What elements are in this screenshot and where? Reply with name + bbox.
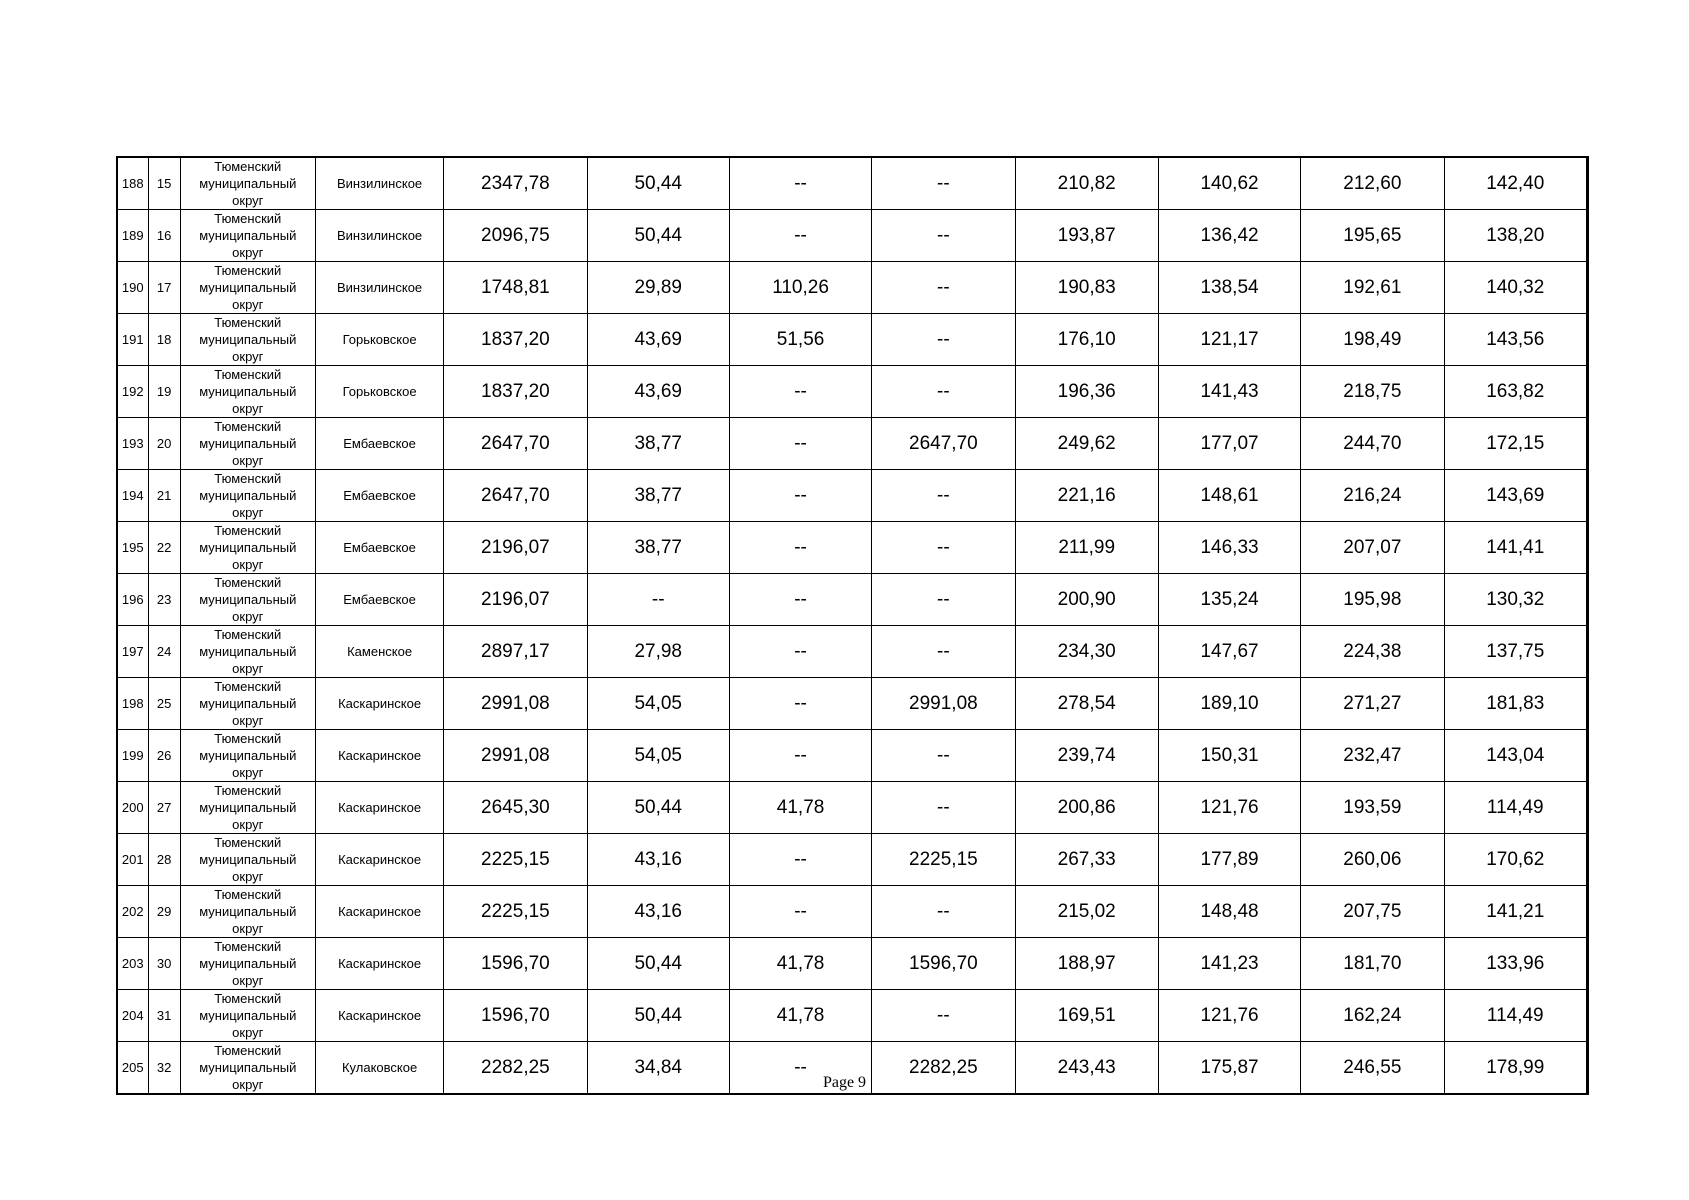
value-cell-3: --: [729, 157, 871, 210]
value-cell-2: 54,05: [587, 730, 729, 782]
settlement-cell: Кулаковское: [315, 1042, 443, 1095]
sub-number-cell: 15: [148, 157, 180, 210]
row-number-cell: 203: [117, 938, 148, 990]
district-cell: [180, 522, 315, 574]
district-line: муниципальный: [199, 384, 297, 399]
value-cell-6: 146,33: [1158, 522, 1300, 574]
value-cell-2: 50,44: [587, 990, 729, 1042]
value-cell-3: --: [729, 210, 871, 262]
district-cell: [180, 938, 315, 990]
value-cell-7: 246,55: [1301, 1042, 1444, 1095]
sub-number-cell: 22: [148, 522, 180, 574]
value-cell-7: 195,65: [1301, 210, 1444, 262]
district-line: округ: [232, 921, 264, 936]
row-number-cell: 197: [117, 626, 148, 678]
value-cell-4: 2647,70: [872, 418, 1015, 470]
value-cell-6: 141,23: [1158, 938, 1300, 990]
settlement-cell: Каскаринское: [315, 678, 443, 730]
value-cell-5: 239,74: [1015, 730, 1158, 782]
value-cell-8: 143,69: [1444, 470, 1587, 522]
sub-number-cell: 29: [148, 886, 180, 938]
value-cell-5: 243,43: [1015, 1042, 1158, 1095]
row-number-cell: 196: [117, 574, 148, 626]
district-cell: [180, 782, 315, 834]
row-number-cell: 193: [117, 418, 148, 470]
value-cell-1: 1837,20: [444, 366, 587, 418]
district-line: Тюменский: [214, 367, 282, 382]
table-row: [117, 730, 1588, 782]
table-row: [117, 262, 1588, 314]
value-cell-5: 190,83: [1015, 262, 1158, 314]
value-cell-2: 50,44: [587, 938, 729, 990]
district-line: округ: [232, 713, 264, 728]
district-line: округ: [232, 557, 264, 572]
sub-number-cell: 31: [148, 990, 180, 1042]
table-row: [117, 574, 1588, 626]
value-cell-4: --: [872, 522, 1015, 574]
value-cell-4: --: [872, 626, 1015, 678]
district-line: Тюменский: [214, 627, 282, 642]
value-cell-5: 267,33: [1015, 834, 1158, 886]
value-cell-3: --: [729, 522, 871, 574]
settlement-cell: Ембаевское: [315, 574, 443, 626]
value-cell-7: 216,24: [1301, 470, 1444, 522]
row-number-cell: 204: [117, 990, 148, 1042]
value-cell-8: 178,99: [1444, 1042, 1587, 1095]
value-cell-8: 143,56: [1444, 314, 1587, 366]
district-line: округ: [232, 505, 264, 520]
district-line: муниципальный: [199, 332, 297, 347]
value-cell-7: 207,75: [1301, 886, 1444, 938]
value-cell-5: 249,62: [1015, 418, 1158, 470]
value-cell-1: 2645,30: [444, 782, 587, 834]
district-line: муниципальный: [199, 1008, 297, 1023]
value-cell-1: 2225,15: [444, 834, 587, 886]
value-cell-4: --: [872, 886, 1015, 938]
district-line: округ: [232, 765, 264, 780]
value-cell-4: 2225,15: [872, 834, 1015, 886]
settlement-cell: Каскаринское: [315, 990, 443, 1042]
row-number-cell: 191: [117, 314, 148, 366]
sub-number-cell: 28: [148, 834, 180, 886]
value-cell-6: 189,10: [1158, 678, 1300, 730]
value-cell-3: --: [729, 886, 871, 938]
settlement-cell: Каскаринское: [315, 730, 443, 782]
district-line: Тюменский: [214, 991, 282, 1006]
district-line: муниципальный: [199, 904, 297, 919]
value-cell-7: 271,27: [1301, 678, 1444, 730]
district-line: Тюменский: [214, 523, 282, 538]
value-cell-1: 1596,70: [444, 990, 587, 1042]
district-line: Тюменский: [214, 887, 282, 902]
value-cell-1: 2647,70: [444, 418, 587, 470]
value-cell-3: 41,78: [729, 782, 871, 834]
value-cell-6: 135,24: [1158, 574, 1300, 626]
value-cell-3: 51,56: [729, 314, 871, 366]
value-cell-3: --: [729, 574, 871, 626]
value-cell-8: 142,40: [1444, 157, 1587, 210]
value-cell-2: 43,69: [587, 366, 729, 418]
sub-number-cell: 17: [148, 262, 180, 314]
value-cell-1: 2196,07: [444, 522, 587, 574]
value-cell-6: 136,42: [1158, 210, 1300, 262]
value-cell-8: 141,41: [1444, 522, 1587, 574]
table-row: [117, 522, 1588, 574]
value-cell-4: 1596,70: [872, 938, 1015, 990]
row-number-cell: 195: [117, 522, 148, 574]
district-line: округ: [232, 661, 264, 676]
value-cell-1: 1596,70: [444, 938, 587, 990]
value-cell-2: 38,77: [587, 418, 729, 470]
value-cell-3: 41,78: [729, 990, 871, 1042]
district-cell: [180, 418, 315, 470]
district-cell: [180, 834, 315, 886]
table-row: [117, 938, 1588, 990]
district-line: Тюменский: [214, 263, 282, 278]
district-line: муниципальный: [199, 228, 297, 243]
settlement-cell: Каскаринское: [315, 938, 443, 990]
value-cell-2: 43,69: [587, 314, 729, 366]
value-cell-3: --: [729, 418, 871, 470]
settlement-cell: Каскаринское: [315, 886, 443, 938]
settlement-cell: Каскаринское: [315, 834, 443, 886]
district-line: Тюменский: [214, 939, 282, 954]
value-cell-7: 195,98: [1301, 574, 1444, 626]
value-cell-8: 181,83: [1444, 678, 1587, 730]
district-line: Тюменский: [214, 783, 282, 798]
value-cell-6: 140,62: [1158, 157, 1300, 210]
table-row: [117, 470, 1588, 522]
settlement-cell: Винзилинское: [315, 210, 443, 262]
value-cell-5: 193,87: [1015, 210, 1158, 262]
sub-number-cell: 27: [148, 782, 180, 834]
value-cell-3: 110,26: [729, 262, 871, 314]
value-cell-2: 43,16: [587, 834, 729, 886]
value-cell-2: 38,77: [587, 522, 729, 574]
row-number-cell: 200: [117, 782, 148, 834]
value-cell-6: 138,54: [1158, 262, 1300, 314]
district-line: муниципальный: [199, 280, 297, 295]
row-number-cell: 189: [117, 210, 148, 262]
value-cell-6: 121,76: [1158, 782, 1300, 834]
page-number: Page 9: [822, 1074, 867, 1091]
district-line: Тюменский: [214, 471, 282, 486]
value-cell-2: 34,84: [587, 1042, 729, 1095]
value-cell-8: 114,49: [1444, 990, 1587, 1042]
district-line: округ: [232, 609, 264, 624]
district-line: Тюменский: [214, 1043, 282, 1058]
district-line: муниципальный: [199, 176, 297, 191]
value-cell-5: 211,99: [1015, 522, 1158, 574]
value-cell-2: 27,98: [587, 626, 729, 678]
value-cell-5: 188,97: [1015, 938, 1158, 990]
value-cell-6: 177,89: [1158, 834, 1300, 886]
district-line: округ: [232, 297, 264, 312]
row-number-cell: 198: [117, 678, 148, 730]
row-number-cell: 201: [117, 834, 148, 886]
value-cell-7: 232,47: [1301, 730, 1444, 782]
value-cell-5: 176,10: [1015, 314, 1158, 366]
value-cell-5: 215,02: [1015, 886, 1158, 938]
district-cell: [180, 366, 315, 418]
sub-number-cell: 23: [148, 574, 180, 626]
value-cell-2: 38,77: [587, 470, 729, 522]
table-body: [117, 157, 1588, 1094]
value-cell-6: 121,76: [1158, 990, 1300, 1042]
district-line: муниципальный: [199, 592, 297, 607]
value-cell-5: 221,16: [1015, 470, 1158, 522]
district-cell: [180, 574, 315, 626]
district-line: Тюменский: [214, 575, 282, 590]
district-cell: [180, 990, 315, 1042]
row-number-cell: 202: [117, 886, 148, 938]
district-cell: [180, 678, 315, 730]
settlement-cell: Ембаевское: [315, 522, 443, 574]
value-cell-3: 41,78: [729, 938, 871, 990]
value-cell-7: 192,61: [1301, 262, 1444, 314]
value-cell-6: 150,31: [1158, 730, 1300, 782]
row-number-cell: 194: [117, 470, 148, 522]
district-cell: [180, 470, 315, 522]
value-cell-8: 130,32: [1444, 574, 1587, 626]
value-cell-8: 138,20: [1444, 210, 1587, 262]
value-cell-1: 2991,08: [444, 730, 587, 782]
value-cell-4: --: [872, 470, 1015, 522]
value-cell-6: 121,17: [1158, 314, 1300, 366]
value-cell-1: 2647,70: [444, 470, 587, 522]
value-cell-1: 2347,78: [444, 157, 587, 210]
value-cell-1: 2096,75: [444, 210, 587, 262]
district-line: муниципальный: [199, 852, 297, 867]
value-cell-6: 175,87: [1158, 1042, 1300, 1095]
value-cell-7: 212,60: [1301, 157, 1444, 210]
value-cell-3: --: [729, 834, 871, 886]
value-cell-2: 29,89: [587, 262, 729, 314]
row-number-cell: 192: [117, 366, 148, 418]
sub-number-cell: 32: [148, 1042, 180, 1095]
settlement-cell: Винзилинское: [315, 262, 443, 314]
value-cell-4: 2991,08: [872, 678, 1015, 730]
value-cell-1: 2196,07: [444, 574, 587, 626]
district-line: округ: [232, 1077, 264, 1092]
settlement-cell: Горьковское: [315, 366, 443, 418]
district-line: Тюменский: [214, 211, 282, 226]
sub-number-cell: 16: [148, 210, 180, 262]
value-cell-7: 260,06: [1301, 834, 1444, 886]
value-cell-4: --: [872, 730, 1015, 782]
value-cell-8: 140,32: [1444, 262, 1587, 314]
value-cell-7: 181,70: [1301, 938, 1444, 990]
district-line: муниципальный: [199, 748, 297, 763]
value-cell-2: 50,44: [587, 157, 729, 210]
value-cell-4: --: [872, 262, 1015, 314]
value-cell-5: 169,51: [1015, 990, 1158, 1042]
value-cell-4: --: [872, 782, 1015, 834]
table-row: [117, 366, 1588, 418]
value-cell-5: 278,54: [1015, 678, 1158, 730]
settlement-cell: Винзилинское: [315, 157, 443, 210]
district-line: муниципальный: [199, 1060, 297, 1075]
table-row: [117, 418, 1588, 470]
table-row: [117, 210, 1588, 262]
value-cell-3: --: [729, 470, 871, 522]
district-line: муниципальный: [199, 436, 297, 451]
row-number-cell: 205: [117, 1042, 148, 1095]
table-row: [117, 314, 1588, 366]
district-line: Тюменский: [214, 679, 282, 694]
table-row: [117, 157, 1588, 210]
value-cell-4: --: [872, 990, 1015, 1042]
district-line: Тюменский: [214, 159, 282, 174]
district-line: муниципальный: [199, 540, 297, 555]
district-cell: [180, 626, 315, 678]
district-line: округ: [232, 869, 264, 884]
district-line: муниципальный: [199, 488, 297, 503]
value-cell-2: 50,44: [587, 210, 729, 262]
value-cell-7: 193,59: [1301, 782, 1444, 834]
district-line: округ: [232, 973, 264, 988]
district-cell: [180, 262, 315, 314]
row-number-cell: 190: [117, 262, 148, 314]
value-cell-2: 54,05: [587, 678, 729, 730]
sub-number-cell: 19: [148, 366, 180, 418]
value-cell-5: 210,82: [1015, 157, 1158, 210]
value-cell-3: --: [729, 366, 871, 418]
value-cell-6: 147,67: [1158, 626, 1300, 678]
value-cell-6: 148,48: [1158, 886, 1300, 938]
value-cell-4: 2282,25: [872, 1042, 1015, 1095]
district-line: округ: [232, 817, 264, 832]
district-line: Тюменский: [214, 835, 282, 850]
value-cell-6: 141,43: [1158, 366, 1300, 418]
value-cell-6: 177,07: [1158, 418, 1300, 470]
value-cell-7: 162,24: [1301, 990, 1444, 1042]
value-cell-4: --: [872, 210, 1015, 262]
settlement-cell: Ембаевское: [315, 418, 443, 470]
settlement-cell: Каскаринское: [315, 782, 443, 834]
district-line: муниципальный: [199, 696, 297, 711]
value-cell-3: --: [729, 730, 871, 782]
value-cell-8: 141,21: [1444, 886, 1587, 938]
sub-number-cell: 25: [148, 678, 180, 730]
district-cell: [180, 730, 315, 782]
value-cell-5: 196,36: [1015, 366, 1158, 418]
table-row: [117, 886, 1588, 938]
value-cell-7: 198,49: [1301, 314, 1444, 366]
value-cell-3: --: [729, 678, 871, 730]
value-cell-4: --: [872, 157, 1015, 210]
value-cell-5: 200,86: [1015, 782, 1158, 834]
sub-number-cell: 20: [148, 418, 180, 470]
district-line: муниципальный: [199, 800, 297, 815]
district-line: Тюменский: [214, 419, 282, 434]
value-cell-7: 207,07: [1301, 522, 1444, 574]
row-number-cell: 199: [117, 730, 148, 782]
value-cell-8: 172,15: [1444, 418, 1587, 470]
district-line: округ: [232, 193, 264, 208]
value-cell-1: 1837,20: [444, 314, 587, 366]
table-row: [117, 990, 1588, 1042]
district-line: муниципальный: [199, 644, 297, 659]
district-line: муниципальный: [199, 956, 297, 971]
district-line: округ: [232, 453, 264, 468]
value-cell-7: 244,70: [1301, 418, 1444, 470]
value-cell-2: --: [587, 574, 729, 626]
value-cell-6: 148,61: [1158, 470, 1300, 522]
value-cell-8: 163,82: [1444, 366, 1587, 418]
value-cell-8: 170,62: [1444, 834, 1587, 886]
district-line: округ: [232, 349, 264, 364]
value-cell-4: --: [872, 366, 1015, 418]
value-cell-3: --: [729, 626, 871, 678]
value-cell-7: 224,38: [1301, 626, 1444, 678]
district-line: округ: [232, 1025, 264, 1040]
row-number-cell: 188: [117, 157, 148, 210]
value-cell-7: 218,75: [1301, 366, 1444, 418]
district-line: Тюменский: [214, 731, 282, 746]
value-cell-1: 2991,08: [444, 678, 587, 730]
table-row: [117, 834, 1588, 886]
sub-number-cell: 21: [148, 470, 180, 522]
value-cell-1: 1748,81: [444, 262, 587, 314]
table-row: [117, 626, 1588, 678]
settlement-cell: Ембаевское: [315, 470, 443, 522]
value-cell-5: 200,90: [1015, 574, 1158, 626]
value-cell-1: 2225,15: [444, 886, 587, 938]
sub-number-cell: 30: [148, 938, 180, 990]
value-cell-3: --: [729, 1042, 871, 1095]
sub-number-cell: 26: [148, 730, 180, 782]
table-row: [117, 678, 1588, 730]
sub-number-cell: 18: [148, 314, 180, 366]
value-cell-8: 114,49: [1444, 782, 1587, 834]
district-cell: [180, 210, 315, 262]
settlement-cell: Горьковское: [315, 314, 443, 366]
value-cell-4: --: [872, 574, 1015, 626]
value-cell-8: 137,75: [1444, 626, 1587, 678]
sub-number-cell: 24: [148, 626, 180, 678]
value-cell-1: 2897,17: [444, 626, 587, 678]
value-cell-2: 50,44: [587, 782, 729, 834]
value-cell-8: 143,04: [1444, 730, 1587, 782]
value-cell-8: 133,96: [1444, 938, 1587, 990]
district-cell: [180, 157, 315, 210]
table-row: [117, 782, 1588, 834]
value-cell-4: --: [872, 314, 1015, 366]
district-line: округ: [232, 401, 264, 416]
value-cell-2: 43,16: [587, 886, 729, 938]
district-cell: [180, 886, 315, 938]
value-cell-1: 2282,25: [444, 1042, 587, 1095]
value-cell-5: 234,30: [1015, 626, 1158, 678]
district-cell: [180, 314, 315, 366]
data-table: [116, 156, 1589, 1095]
district-line: округ: [232, 245, 264, 260]
settlement-cell: Каменское: [315, 626, 443, 678]
district-line: Тюменский: [214, 315, 282, 330]
